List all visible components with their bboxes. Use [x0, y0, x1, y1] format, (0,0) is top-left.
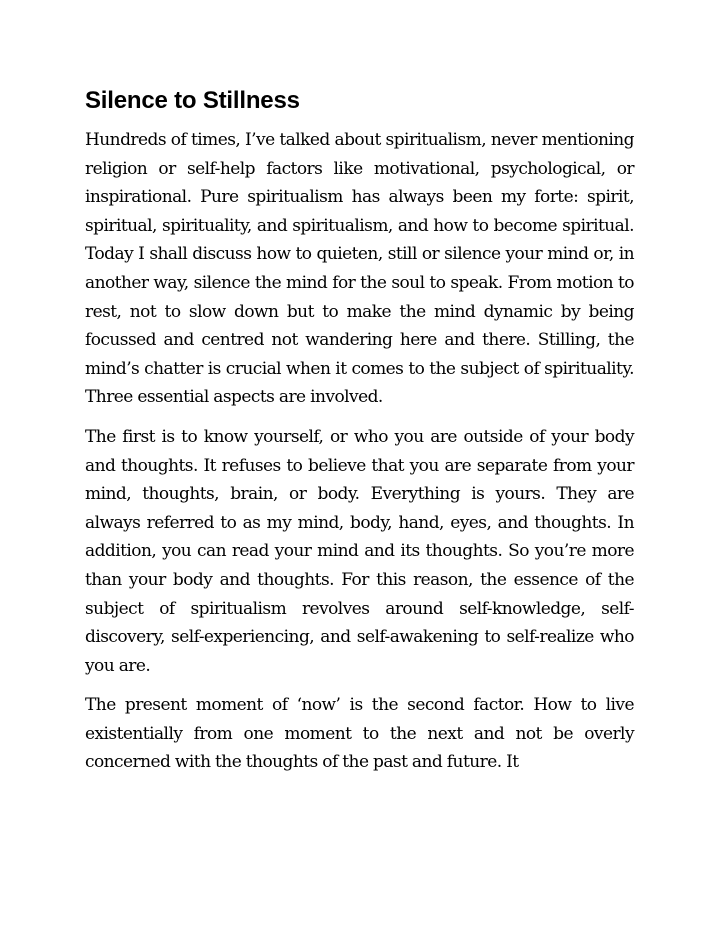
paragraph: The present moment of ‘now’ is the second factor. How to live existentially from one moment to the next and not be overly concerned with the thoughts of the past and future. It: [85, 695, 634, 773]
page-title: Silence to Stillness: [85, 87, 300, 114]
paragraph: Hundreds of times, I’ve talked about spiritualism, never mentioning religion or self-help factors like motivational, psychological, or inspirational. Pure spiritualism has always been my forte: spirit, spiritual, spirituality, and spiritualism, and how to become spiritual. Today I shall discuss how to quieten, still or silence your mind or, in another way, silence the mind for the soul to speak. From motion to rest, not to slow down but to make the mind dynamic by being focussed and centred not wandering here and there. Stilling, the mind’s chatter is crucial when it comes to the subject of spirituality. Three essential aspects are involved.: [85, 130, 634, 408]
document-body: [85, 86, 634, 788]
paragraph: The first is to know yourself, or who you are outside of your body and thoughts. It refuses to believe that you are separate from your mind, thoughts, brain, or body. Everything is yours. They are always referred to as my mind, body, hand, eyes, and thoughts. In addition, you can read your mind and its thoughts. So you’re more than your body and thoughts. For this reason, the essence of the subject of spiritualism revolves around self-knowledge, self-discovery, self-experiencing, and self-awakening to self-realize who you are.: [85, 426, 634, 676]
